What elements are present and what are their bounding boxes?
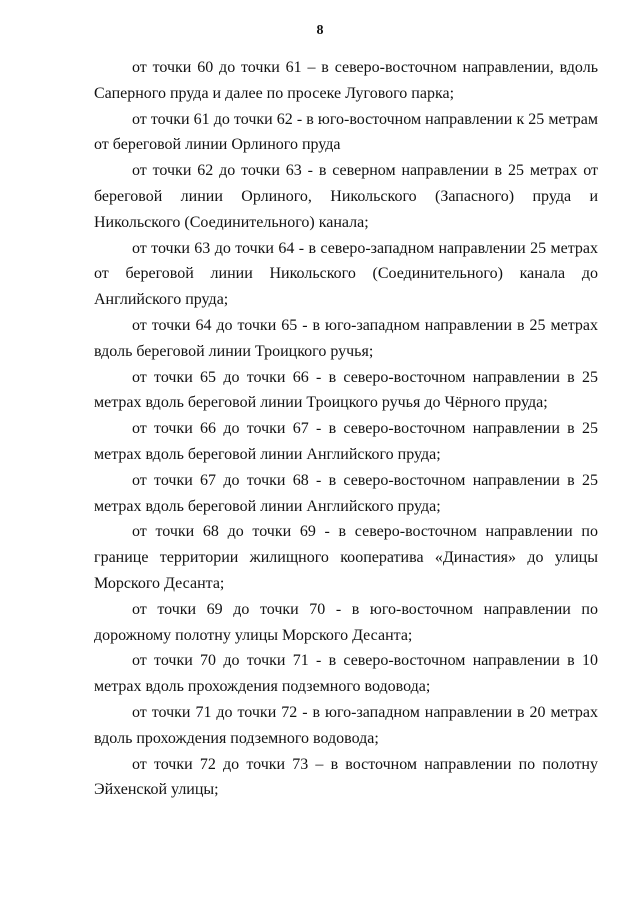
boundary-paragraph: от точки 62 до точки 63 - в северном направлении в 25 метрах от береговой линии Орлиного, Никольского (Запасного) пруда и Никольского (Соединительного) канала;	[94, 162, 598, 231]
boundary-paragraph: от точки 65 до точки 66 - в северо-восточном направлении в 25 метрах вдоль береговой линии Троицкого ручья до Чёрного пруда;	[94, 368, 598, 412]
boundary-paragraph: от точки 66 до точки 67 - в северо-восточном направлении в 25 метрах вдоль береговой линии Английского пруда;	[94, 420, 598, 463]
boundary-paragraph: от точки 72 до точки 73 – в восточном направлении по полотну Эйхенской улицы;	[94, 755, 598, 799]
boundary-paragraph: от точки 69 до точки 70 - в юго-восточном направлении по дорожному полотну улицы Морского Десанта;	[94, 600, 598, 644]
page-number: 8	[316, 23, 324, 38]
boundary-paragraph: от точки 60 до точки 61 – в северо-восточном направлении, вдоль Саперного пруда и далее по просеке Лугового парка;	[94, 59, 598, 102]
boundary-paragraph: от точки 67 до точки 68 - в северо-восточном направлении в 25 метрах вдоль береговой линии Английского пруда;	[94, 471, 598, 515]
boundary-paragraph: от точки 68 до точки 69 - в северо-восточном направлении по границе территории жилищного кооператива «Династия» до улицы Морского Десанта;	[94, 523, 598, 592]
boundary-paragraph: от точки 64 до точки 65 - в юго-западном направлении в 25 метрах вдоль береговой линии Троицкого ручья;	[94, 316, 598, 360]
boundary-paragraph: от точки 61 до точки 62 - в юго-восточном направлении к 25 метрам от береговой линии Орлиного пруда	[94, 110, 598, 154]
boundary-paragraph: от точки 63 до точки 64 - в северо-западном направлении 25 метрах от береговой линии Никольского (Соединительного) канала до Английского пруда;	[94, 239, 598, 309]
boundary-paragraph: от точки 71 до точки 72 - в юго-западном направлении в 20 метрах вдоль прохождения подземного водовода;	[94, 703, 598, 747]
boundary-paragraph: от точки 70 до точки 71 - в северо-восточном направлении в 10 метрах вдоль прохождения подземного водовода;	[94, 652, 598, 696]
document-body	[94, 55, 598, 803]
